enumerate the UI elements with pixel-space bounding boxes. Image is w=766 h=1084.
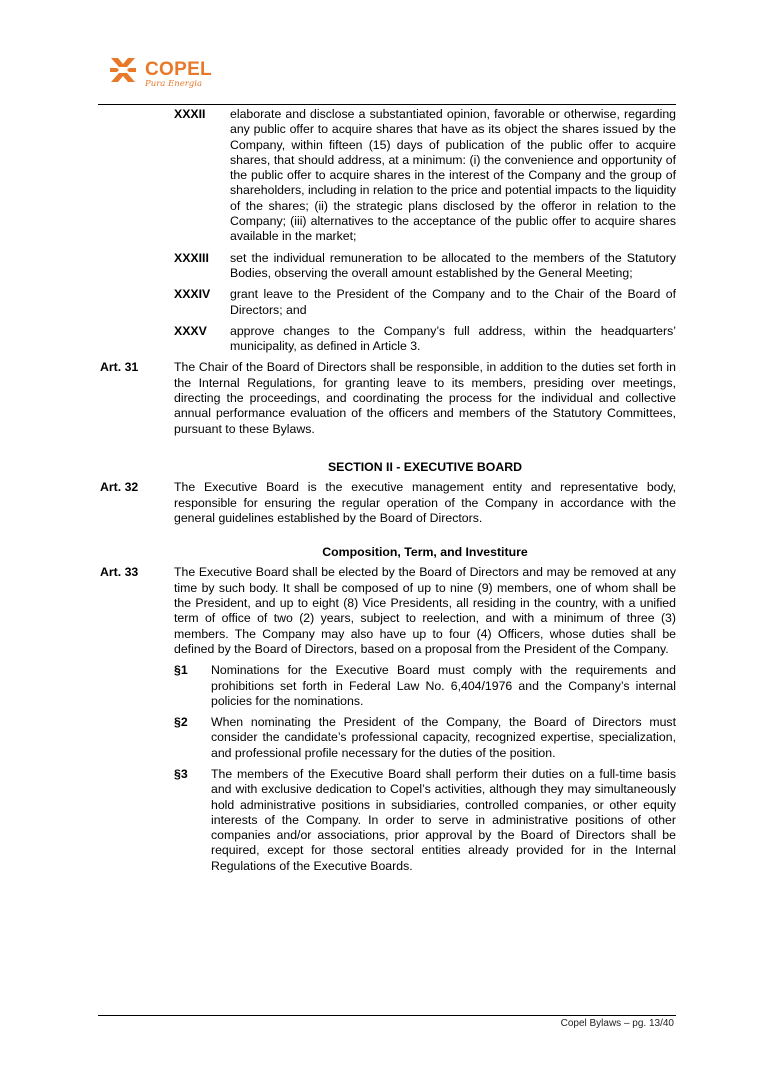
logo-text: COPEL [145, 59, 212, 80]
header-rule [98, 104, 676, 105]
paragraph-number: §3 [174, 766, 188, 781]
section-heading: SECTION II - EXECUTIVE BOARD [327, 459, 523, 474]
article-text: The Chair of the Board of Directors shall be responsible, in addition to the duties set forth in the Internal Regulations, for granting leave to its members, presiding over meetings, directing the proceedings, and coordinating the process for the individual and collective annual performance evaluation of the officers and members of the Statutory Committees, pursuant to these Bylaws. [174, 360, 676, 436]
paragraph-text: Nominations for the Executive Board must comply with the requirements and prohibitions set forth in Federal Law No. 6,404/1976 and the Company’s internal policies for the nominations. [211, 663, 676, 708]
paragraph-text: When nominating the President of the Company, the Board of Directors must consider the candidate’s professional capacity, recognized expertise, specialization, and professional profile necessary for the duties of the position. [211, 715, 676, 760]
item-number: XXXIII [174, 250, 209, 265]
paragraph-item [100, 663, 676, 709]
article-number: Art. 31 [100, 360, 139, 375]
copel-logo [109, 56, 219, 92]
article-31 [100, 360, 676, 436]
item-number: XXXIV [174, 287, 211, 302]
copel-logo-icon [109, 56, 137, 84]
item-text: approve changes to the Company’s full address, within the headquarters’ municipality, as defined in Article 3. [230, 323, 676, 354]
paragraph-item [100, 767, 676, 874]
item-number: XXXII [174, 107, 206, 121]
item-number: XXXV [174, 323, 207, 338]
footer-rule [98, 1015, 676, 1016]
document-body [100, 107, 676, 880]
sub-heading: Composition, Term, and Investiture [322, 545, 528, 560]
article-text: The Executive Board is the executive management entity and representative body, responsible for ensuring the regular operation of the Company in accordance with the general guidelines established by the Board of Directors. [174, 480, 676, 525]
item-text: grant leave to the President of the Company and to the Chair of the Board of Directors; and [230, 287, 676, 317]
list-item [100, 287, 676, 318]
list-item [100, 324, 676, 355]
logo-tagline: Pura Energia [145, 79, 203, 89]
paragraph-number: §2 [174, 715, 188, 730]
article-number: Art. 32 [100, 480, 139, 495]
article-33 [100, 565, 676, 657]
paragraph-text: The members of the Executive Board shall perform their duties on a full-time basis and with exclusive dedication to Copel’s activities, although they may simultaneously hold administrative positions in subsidiaries, controlled companies, or other equity interests of the Company. In order to serve in administrative positions of other companies and/or associations, prior approval by the Board of Directors shall be required, except for those sectoral entities already provided for in the Internal Regulations of the Executive Boards. [211, 766, 676, 873]
list-item [100, 107, 676, 245]
paragraph-number: §1 [174, 663, 188, 678]
article-text: The Executive Board shall be elected by the Board of Directors and may be removed at any time by such body. It shall be composed of up to nine (9) members, one of whom shall be the President, and up to eight (8) Vice Presidents, all residing in the country, with a unified term of office of two (2) years, subject to reelection, and with a minimum of three (3) members. The Company may also have up to four (4) Officers, whose duties shall be defined by the Board of Directors, based on a proposal from the President of the Company. [174, 565, 676, 656]
list-item [100, 251, 676, 282]
article-32 [100, 480, 676, 526]
paragraph-item [100, 715, 676, 761]
item-text: elaborate and disclose a substantiated opinion, favorable or otherwise, regarding any public offer to acquire shares that have as its object the shares issued by the Company, within fifteen (15) days of publication of the public offer to acquire shares, that should address, at a minimum: (i) the convenience and opportunity of the public offer to acquire shares in the interest of the Company and the group of shareholders, including in relation to the price and potential impacts to the liquidity of the shares; (ii) the strategic plans disclosed by the offeror in relation to the Company; (iii) alternatives to the acceptance of the public offer to acquire shares available in the market; [230, 107, 676, 244]
article-number: Art. 33 [100, 565, 139, 580]
item-text: set the individual remuneration to be allocated to the members of the Statutory Bodies, observing the overall amount established by the General Meeting; [230, 250, 676, 280]
page-number: Copel Bylaws – pg. 13/40 [560, 1018, 674, 1029]
